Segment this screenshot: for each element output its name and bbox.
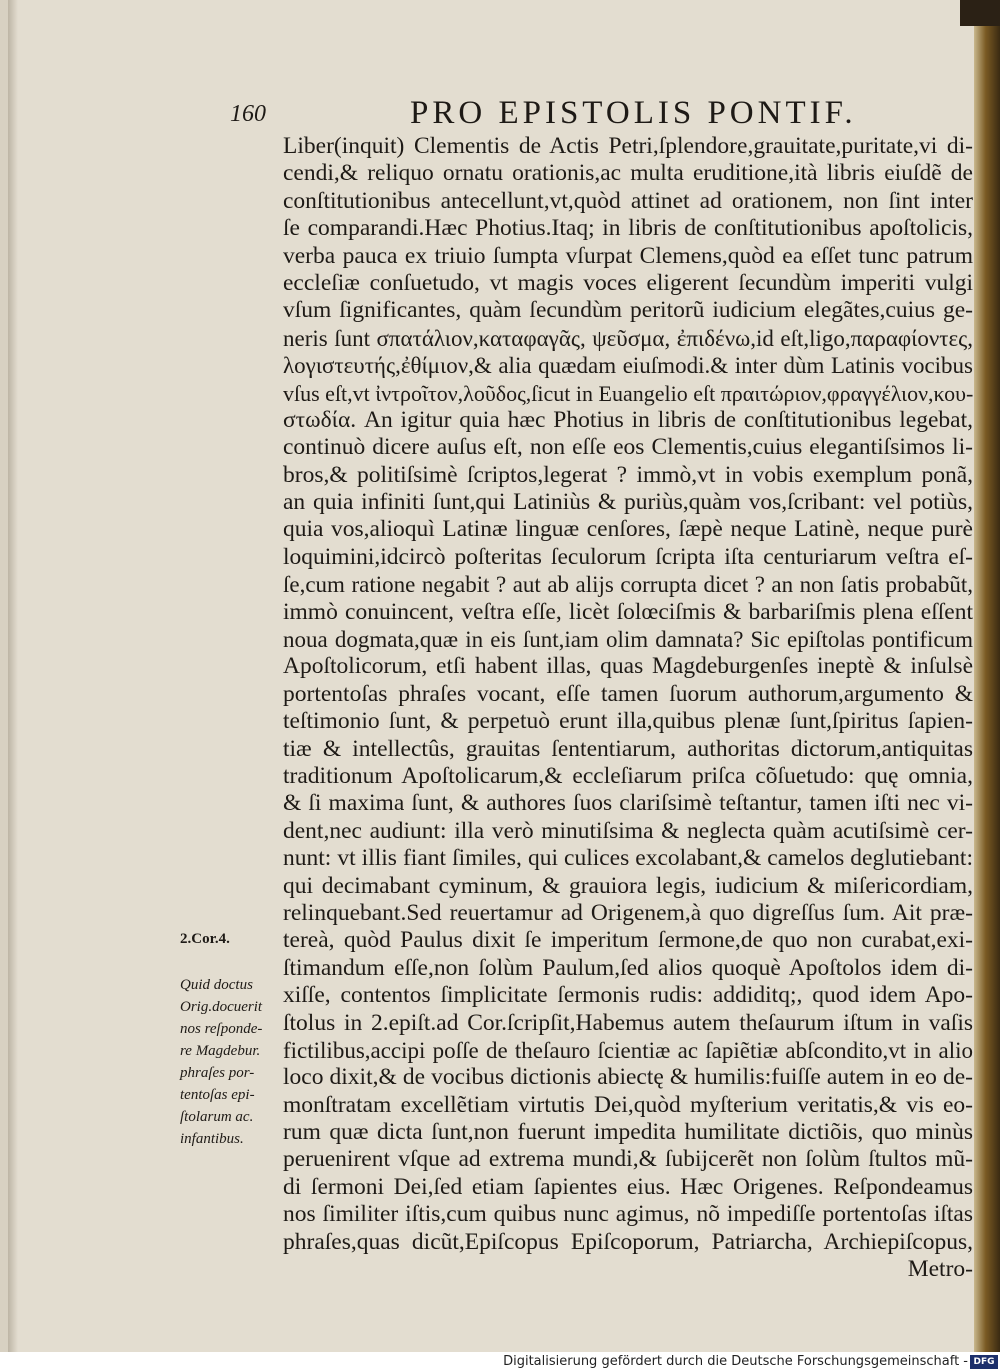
text-line: verba pauca ex triuio ſumpta vſurpat Clemens,quòd ea eſſet tunc patrum bbox=[283, 242, 973, 269]
page-header bbox=[230, 95, 980, 135]
text-line: dent,nec audiunt: illa verò minutiſsima & neglecta quàm acutiſsimè cer- bbox=[283, 817, 973, 844]
text-line: relinquebant.Sed reuertamur ad Origenem,à quo digreſſus ſum. Ait præ- bbox=[283, 899, 973, 926]
text-line: noua dogmata,quæ in eis ſunt,iam olim damnata? Sic epiſtolas pontificum bbox=[283, 627, 973, 653]
funding-notice: Digitalisierung gefördert durch die Deutsche Forschungsgemeinschaft - bbox=[503, 1354, 968, 1369]
text-line: tereà, quòd Paulus dixit ſe imperitum ſermone,de quo non curabat,exi- bbox=[283, 927, 973, 954]
margin-note-line: tentoſas epi- bbox=[180, 1087, 255, 1103]
scan-corner bbox=[960, 0, 1000, 26]
text-line: tiæ & intellectûs, grauitas ſententiarum, authoritas dictorum,antiquitas bbox=[283, 735, 973, 762]
text-line: loquimini,idcircò poſteritas ſeculorum ſcripta iſta centuriarum veſtra eſ- bbox=[283, 543, 973, 570]
text-line: Apoſtolicorum, etſi habent illas, quas Magdeburgenſes ineptè & inſulsè bbox=[283, 653, 973, 680]
text-line: & ſi maxima ſunt, & authores ſuos clariſsimè teſtantur, tamen iſti nec vi- bbox=[283, 790, 973, 817]
text-line: qui decimabant cyminum, & grauiora legis, iudicium & miſericordiam, bbox=[283, 872, 973, 899]
text-line: bros,& politiſsimè ſcriptos,legerat ? immò,vt in vobis exemplum ponã, bbox=[283, 461, 973, 488]
text-line: cendi,& reliquo ornatu orationis,ac multa eruditione,ità libris eiuſdẽ de bbox=[283, 160, 973, 187]
footer-bar bbox=[0, 1352, 1000, 1372]
text-line: conſtitutionibus antecellunt,vt,quòd attinet ad orationem, non ſint inter bbox=[283, 187, 973, 214]
page-shadow bbox=[8, 0, 18, 1352]
text-line: nos ſimiliter iſtis,cum quibus nunc agimus, nõ impediſſe portentoſas iſtas bbox=[283, 1201, 973, 1228]
margin-note-line: Quid doctus bbox=[180, 977, 253, 993]
text-line: portentoſas phraſes vocant, eſſe tamen ſuorum authorum,argumento & bbox=[283, 680, 973, 707]
margin-note-line: re Magdebur. bbox=[180, 1043, 261, 1059]
text-line: Liber(inquit) Clementis de Actis Petri,ſplendore,grauitate,puritate,vi di- bbox=[283, 133, 973, 159]
text-line: immò conuincent, veſtra eſſe, licèt ſolœciſmis & barbariſmis plena eſſent bbox=[283, 598, 973, 625]
margin-reference: 2.Cor.4. bbox=[180, 931, 230, 947]
text-line: quia vos,alioquì Latinæ linguæ cenſores, ſæpè neque Latinè, neque purè bbox=[283, 516, 973, 543]
margin-note-line: Orig.docuerit bbox=[180, 999, 263, 1015]
paper-page bbox=[8, 0, 983, 1352]
text-line: continuò dicere auſus eſt, non eſſe eos Clementis,cuius elegantiſsimos li- bbox=[283, 434, 973, 461]
text-line: xiſſe, contentos ſimplicitate ſermonis rudis: addiditq;, quod idem Apo- bbox=[283, 982, 973, 1009]
text-line: di ſermoni Dei,ſed etiam ſapientes eius. Hæc Origenes. Reſpondeamus bbox=[283, 1173, 973, 1200]
text-line: rum quæ dicta ſunt,non fuerunt impedita humilitate dictiõis, quo minùs bbox=[283, 1119, 973, 1146]
text-line: teſtimonio ſunt, & perpetuò erunt illa,quibus plenæ ſunt,ſpiritus ſapien- bbox=[283, 708, 973, 735]
text-line: στωδία. An igitur quia hæc Photius in libris de conſtitutionibus legebat, bbox=[283, 406, 973, 433]
margin-note-line: phraſes por- bbox=[180, 1065, 255, 1081]
page-number: 160 bbox=[230, 101, 266, 127]
body-text bbox=[283, 133, 973, 1283]
text-line: vſus eſt,vt ἰντροῖτον,λοῦδος,ſicut in Euangelio eſt πραιτώριον,φραγγέλιον,κου- bbox=[283, 380, 973, 406]
book-binding-edge bbox=[974, 0, 1000, 1352]
text-line: ſtimandum eſſe,non ſolùm Paulum,ſed alios quoquè Apoſtolos idem di- bbox=[283, 954, 973, 981]
text-line: λογιστευτής,ἐθίμιον,& alia quædam eiuſmodi.& inter dùm Latinis vocibus bbox=[283, 353, 973, 379]
text-line: ſtolus in 2.epiſt.ad Cor.ſcripſit,Habemus autem theſaurum iſtum in vaſis bbox=[283, 1009, 973, 1036]
margin-note-line: nos reſponde- bbox=[180, 1021, 263, 1037]
catchword: Metro- bbox=[907, 1256, 973, 1283]
text-line: nunt: vt illis fiant ſimiles, qui culices excolabant,& camelos deglutiebant: bbox=[283, 845, 973, 872]
text-line: an quia infiniti ſunt,qui Latiniùs & puriùs,quàm vos,ſcribant: vel potiùs, bbox=[283, 489, 973, 516]
margin-note-line: ſtolarum ac. bbox=[180, 1109, 254, 1125]
text-line: ſe,cum ratione negabit ? aut ab alijs corrupta dicet ? an non ſatis probabũt, bbox=[283, 572, 973, 598]
text-line: fictilibus,accipi poſſe de theſauro ſcientiæ ac ſapiẽtiæ abſcondito,vt in alio bbox=[283, 1037, 973, 1063]
margin-note-line: infantibus. bbox=[180, 1131, 244, 1147]
text-line: ſe comparandi.Hæc Photius.Itaq; in libris de conſtitutionibus apoſtolicis, bbox=[283, 215, 973, 242]
text-line: peruenirent vſque ad extrema mundi,& ſubijcerẽt non ſolùm ſtultos mũ- bbox=[283, 1146, 973, 1173]
text-line: traditionum Apoſtolicarum,& eccleſiarum priſca cõſuetudo: quę omnia, bbox=[283, 762, 973, 789]
text-line: monſtratam excellẽtiam virtutis Dei,quòd myſterium veritatis,& vis eo- bbox=[283, 1091, 973, 1118]
dfg-logo-icon: DFG bbox=[970, 1355, 998, 1369]
text-line: loco dixit,& de vocibus dictionis abiectę & humilis:fuiſſe autem in eo de- bbox=[283, 1064, 973, 1091]
text-line: vſum ſignificantes, quàm ſecundùm peritorũ iudicium elegãtes,cuius ge- bbox=[283, 297, 973, 324]
text-line: neris ſunt σπατάλιον,καταφαγᾶς, ψεῦσμα, ἐπιδένω,id eſt,ligo,παραφίοντες, bbox=[283, 325, 973, 351]
running-head: PRO EPISTOLIS PONTIF. bbox=[410, 95, 857, 131]
text-line: phraſes,quas dicũt,Epiſcopus Epiſcoporum, Patriarcha, Archiepiſcopus, bbox=[283, 1228, 973, 1255]
text-line: eccleſiæ conſuetudo, vt magis voces eligerent ſecundùm imperiti vulgi bbox=[283, 269, 973, 296]
